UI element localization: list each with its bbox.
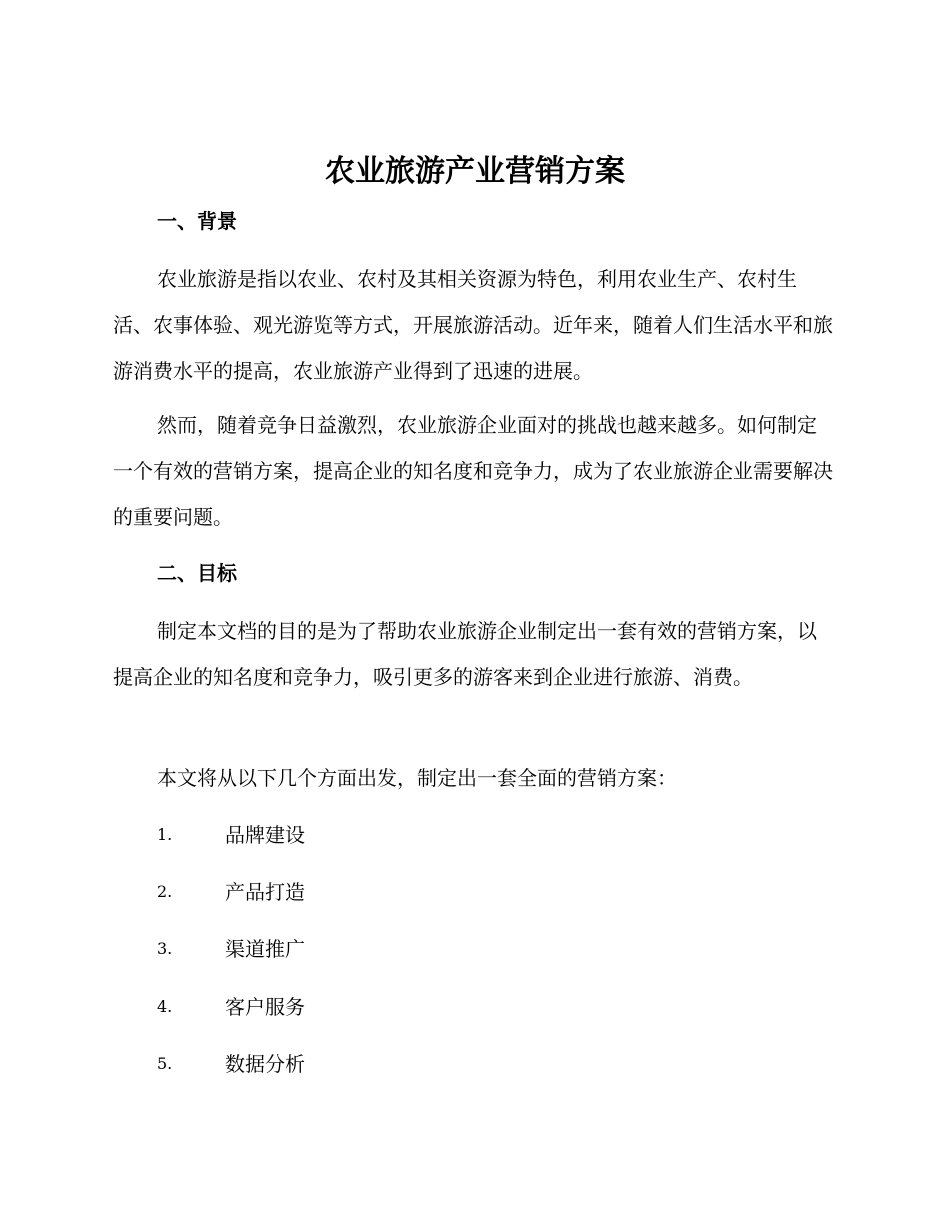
list-item-text: 客户服务 <box>225 995 305 1019</box>
list-item-text: 数据分析 <box>225 1052 305 1076</box>
list-item-text: 品牌建设 <box>225 823 305 847</box>
list-item-text: 产品打造 <box>225 880 305 904</box>
paragraph-goals-1: 制定本文档的目的是为了帮助农业旅游企业制定出一套有效的营销方案，以提高企业的知名度和竞争力，吸引更多的游客来到企业进行旅游、消费。 <box>113 619 817 689</box>
list-item-number: 2. <box>157 882 173 901</box>
list-item-number: 1. <box>157 825 173 844</box>
paragraph-goals-2: 本文将从以下几个方面出发，制定出一套全面的营销方案： <box>157 766 677 790</box>
section-heading-background: 一、背景 <box>157 209 237 233</box>
paragraph-background-2: 然而，随着竞争日益激烈，农业旅游企业面对的挑战也越来越多。如何制定一个有效的营销方案，提高企业的知名度和竞争力，成为了农业旅游企业需要解决的重要问题。 <box>113 413 833 529</box>
list-item-number: 5. <box>157 1054 173 1073</box>
list-item-number: 3. <box>157 939 173 958</box>
section-heading-goals: 二、目标 <box>157 561 237 585</box>
document-title: 农业旅游产业营销方案 <box>325 154 625 189</box>
paragraph-background-1: 农业旅游是指以农业、农村及其相关资源为特色，利用农业生产、农村生活、农事体验、观光游览等方式，开展旅游活动。近年来，随着人们生活水平和旅游消费水平的提高，农业旅游产业得到了迅速的进展。 <box>113 267 833 383</box>
list-item-text: 渠道推广 <box>225 937 305 961</box>
list-item-number: 4. <box>157 997 173 1016</box>
